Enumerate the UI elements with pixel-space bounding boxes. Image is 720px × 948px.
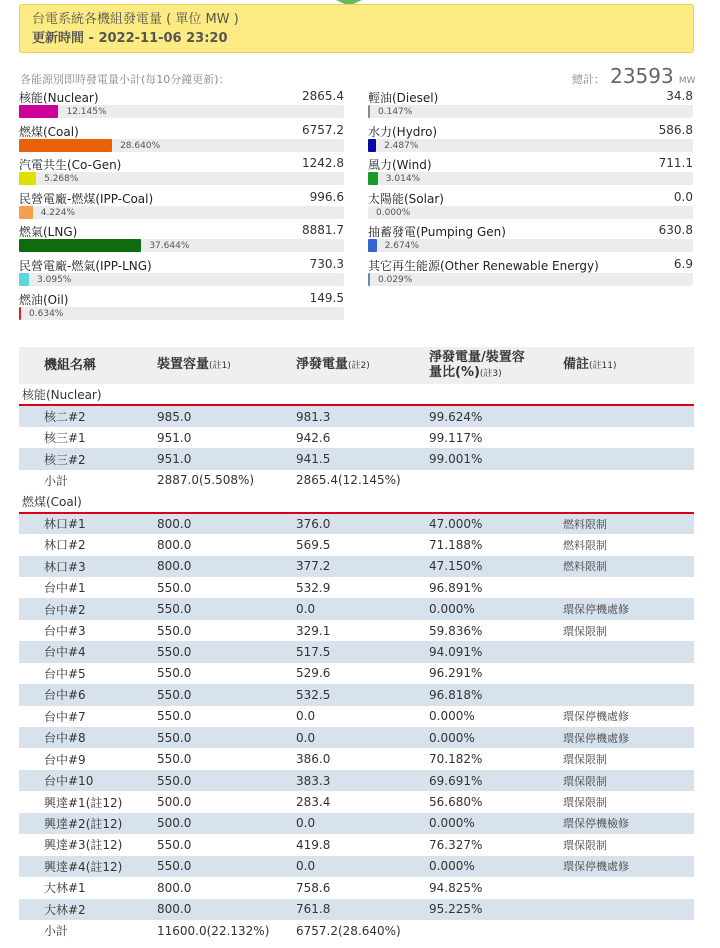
col-header-net: 淨發電量(註2) bbox=[296, 347, 429, 384]
unit-name-cell: 台中#10 bbox=[19, 770, 157, 791]
unit-name-cell: 林口#2 bbox=[44, 538, 86, 553]
energy-source-name: 風力(Wind) bbox=[368, 158, 432, 173]
ratio-cell: 56.680% bbox=[429, 795, 483, 810]
energy-source-item bbox=[368, 190, 693, 224]
table-row bbox=[19, 556, 694, 577]
energy-source-name: 水力(Hydro) bbox=[368, 124, 438, 139]
energy-source-name: 燃氣(LNG) bbox=[19, 225, 78, 240]
ratio-cell: 47.150% bbox=[429, 556, 563, 577]
net-output-cell: 758.6 bbox=[296, 880, 331, 895]
net-output-cell: 419.8 bbox=[296, 837, 331, 852]
capacity-cell: 985.0 bbox=[157, 405, 296, 426]
energy-share-track bbox=[19, 172, 344, 185]
ratio-cell: 99.117% bbox=[429, 430, 483, 445]
energy-source-name: 太陽能(Solar) bbox=[368, 191, 444, 206]
update-time: 更新時間 - 2022-11-06 23:20 bbox=[32, 31, 228, 46]
remark-cell bbox=[563, 663, 694, 684]
energy-source-item bbox=[19, 89, 344, 123]
table-row bbox=[19, 534, 694, 555]
capacity-cell: 951.0 bbox=[157, 448, 296, 469]
unit-name-cell: 大林#1 bbox=[44, 881, 86, 896]
table-row bbox=[19, 470, 694, 491]
remark-cell bbox=[563, 920, 694, 941]
remark-cell: 環保停機處修 bbox=[563, 856, 694, 877]
remark-cell: 環保限制 bbox=[563, 624, 607, 638]
table-row bbox=[19, 684, 694, 705]
ratio-cell: 71.188% bbox=[429, 537, 483, 552]
remark-cell: 環保限制 bbox=[563, 770, 694, 791]
energy-source-value: 711.1 bbox=[658, 156, 693, 171]
capacity-cell: 11600.0(22.132%) bbox=[157, 923, 270, 938]
remark-cell bbox=[563, 448, 694, 469]
energy-share-track bbox=[368, 172, 693, 185]
energy-source-value: 586.8 bbox=[658, 122, 693, 137]
energy-source-list-left bbox=[19, 89, 344, 324]
remark-cell: 環保停機處修 bbox=[563, 598, 694, 619]
energy-source-item bbox=[19, 123, 344, 157]
energy-source-item bbox=[19, 223, 344, 257]
ratio-cell: 69.691% bbox=[429, 770, 563, 791]
net-output-cell: 383.3 bbox=[296, 770, 429, 791]
capacity-cell: 550.0 bbox=[157, 856, 296, 877]
energy-share-track bbox=[368, 206, 693, 219]
unit-name-cell: 興達#3(註12) bbox=[44, 838, 123, 853]
energy-source-name: 其它再生能源(Other Renewable Energy) bbox=[368, 258, 599, 273]
unit-name-cell: 興達#2(註12) bbox=[19, 813, 157, 834]
unit-name-cell: 林口#3 bbox=[19, 556, 157, 577]
col-header-capacity: 裝置容量(註1) bbox=[157, 347, 296, 384]
net-output-cell: 0.0 bbox=[296, 727, 429, 748]
ratio-cell: 96.291% bbox=[429, 666, 483, 681]
col-header-remark: 備註(註11) bbox=[563, 347, 694, 384]
ratio-cell: 0.000% bbox=[429, 598, 563, 619]
unit-name-cell: 台中#3 bbox=[44, 624, 86, 639]
table-row bbox=[19, 856, 694, 877]
energy-source-value: 149.5 bbox=[309, 290, 344, 305]
net-output-cell: 283.4 bbox=[296, 795, 331, 810]
energy-source-item bbox=[368, 156, 693, 190]
summary-label: 各能源別即時發電量小計(每10分鐘更新)： bbox=[20, 73, 230, 86]
energy-source-item bbox=[19, 190, 344, 224]
energy-source-value: 630.8 bbox=[658, 223, 693, 238]
remark-cell bbox=[563, 641, 694, 662]
total-value: 23593 bbox=[610, 64, 674, 88]
ratio-cell bbox=[429, 920, 563, 941]
remark-cell: 環保限制 bbox=[563, 838, 607, 852]
capacity-cell: 800.0 bbox=[157, 537, 192, 552]
net-output-cell: 981.3 bbox=[296, 405, 429, 426]
generator-unit-table bbox=[19, 347, 694, 941]
energy-source-value: 1242.8 bbox=[302, 156, 344, 171]
net-output-cell: 529.6 bbox=[296, 666, 331, 681]
unit-name-cell: 台中#7 bbox=[44, 709, 86, 724]
energy-source-value: 6757.2 bbox=[302, 122, 344, 137]
table-row bbox=[19, 620, 694, 641]
energy-source-value: 996.6 bbox=[309, 189, 344, 204]
energy-share-bar bbox=[19, 139, 112, 152]
energy-share-percent: 37.644% bbox=[149, 241, 190, 252]
capacity-cell: 800.0 bbox=[157, 513, 296, 534]
energy-source-value: 2865.4 bbox=[302, 89, 344, 103]
header-banner bbox=[19, 4, 694, 53]
table-row bbox=[19, 706, 694, 727]
energy-share-track bbox=[19, 206, 344, 219]
net-output-cell: 0.0 bbox=[296, 709, 316, 724]
ratio-cell: 94.091% bbox=[429, 641, 563, 662]
energy-source-value: 730.3 bbox=[309, 256, 344, 271]
energy-share-track bbox=[368, 105, 693, 118]
energy-source-value: 8881.7 bbox=[302, 223, 344, 238]
energy-source-value: 6.9 bbox=[673, 256, 693, 271]
capacity-cell: 800.0 bbox=[157, 880, 192, 895]
remark-cell bbox=[563, 684, 694, 705]
ratio-cell: 96.891% bbox=[429, 580, 483, 595]
table-row bbox=[19, 791, 694, 812]
energy-source-name: 燃煤(Coal) bbox=[19, 124, 79, 139]
energy-share-track bbox=[19, 273, 344, 286]
energy-share-track bbox=[19, 239, 344, 252]
remark-cell: 環保停機處修 bbox=[563, 727, 694, 748]
net-output-cell: 376.0 bbox=[296, 513, 429, 534]
energy-share-percent: 12.145% bbox=[66, 107, 107, 117]
unit-name-cell: 核二#2 bbox=[19, 405, 157, 426]
energy-share-bar bbox=[368, 172, 378, 185]
remark-cell: 環保限制 bbox=[563, 753, 607, 767]
unit-name-cell: 小計 bbox=[44, 473, 69, 488]
remark-cell: 環保限制 bbox=[563, 796, 607, 810]
table-row bbox=[19, 834, 694, 855]
unit-name-cell: 台中#5 bbox=[44, 666, 86, 681]
table-row bbox=[19, 663, 694, 684]
total-readout bbox=[572, 64, 694, 88]
ratio-cell: 59.836% bbox=[429, 623, 483, 638]
remark-cell bbox=[563, 899, 694, 920]
energy-source-list-right bbox=[368, 89, 693, 291]
energy-share-track bbox=[368, 239, 693, 252]
energy-share-bar bbox=[368, 139, 376, 152]
group-header-label: 核能(Nuclear) bbox=[19, 384, 694, 405]
capacity-cell: 550.0 bbox=[157, 623, 192, 638]
remark-cell: 燃料限制 bbox=[563, 538, 607, 552]
net-output-cell: 532.9 bbox=[296, 580, 331, 595]
table-row bbox=[19, 598, 694, 619]
ratio-cell: 95.225% bbox=[429, 899, 563, 920]
energy-source-item bbox=[19, 291, 344, 325]
table-row bbox=[19, 877, 694, 898]
net-output-cell: 517.5 bbox=[296, 641, 429, 662]
remark-cell: 環保停機檢修 bbox=[563, 813, 694, 834]
net-output-cell: 0.0 bbox=[296, 856, 429, 877]
ratio-cell bbox=[429, 470, 563, 491]
energy-source-name: 民營電廠-燃煤(IPP-Coal) bbox=[19, 191, 154, 206]
energy-share-track bbox=[368, 273, 693, 286]
energy-source-value: 34.8 bbox=[666, 89, 693, 103]
capacity-cell: 951.0 bbox=[157, 430, 192, 445]
unit-name-cell: 興達#1(註12) bbox=[44, 795, 123, 810]
remark-cell: 燃料限制 bbox=[563, 556, 694, 577]
unit-name-cell: 台中#4 bbox=[19, 641, 157, 662]
net-output-cell: 942.6 bbox=[296, 430, 331, 445]
ratio-cell: 0.000% bbox=[429, 709, 475, 724]
col-header-name: 機組名稱 bbox=[19, 347, 157, 384]
energy-share-percent: 0.000% bbox=[376, 207, 411, 218]
unit-name-cell: 台中#8 bbox=[19, 727, 157, 748]
group-header-row bbox=[19, 491, 694, 512]
remark-cell bbox=[563, 877, 694, 898]
energy-source-name: 民營電廠-燃氣(IPP-LNG) bbox=[19, 258, 152, 273]
table-row bbox=[19, 513, 694, 534]
capacity-cell: 550.0 bbox=[157, 770, 296, 791]
remark-cell bbox=[563, 577, 694, 598]
energy-share-percent: 2.487% bbox=[384, 140, 419, 151]
energy-share-bar bbox=[368, 273, 370, 286]
ratio-cell: 94.825% bbox=[429, 880, 483, 895]
capacity-cell: 550.0 bbox=[157, 580, 192, 595]
ratio-cell: 0.000% bbox=[429, 856, 563, 877]
ratio-cell: 47.000% bbox=[429, 513, 563, 534]
energy-share-bar bbox=[19, 307, 21, 320]
net-output-cell: 941.5 bbox=[296, 448, 429, 469]
remark-cell bbox=[563, 427, 694, 448]
table-header-row bbox=[19, 347, 694, 384]
col-header-ratio: 淨發電量/裝置容 量比(%)(註3) bbox=[429, 347, 563, 384]
capacity-cell: 550.0 bbox=[157, 598, 296, 619]
net-output-cell: 532.5 bbox=[296, 684, 429, 705]
energy-source-item bbox=[368, 257, 693, 291]
energy-share-bar bbox=[19, 105, 58, 118]
energy-share-percent: 28.640% bbox=[120, 140, 161, 151]
unit-name-cell: 大林#2 bbox=[19, 899, 157, 920]
energy-source-name: 抽蓄發電(Pumping Gen) bbox=[368, 225, 506, 240]
unit-name-cell: 台中#9 bbox=[44, 752, 86, 767]
capacity-cell: 500.0 bbox=[157, 795, 192, 810]
unit-name-cell: 台中#1 bbox=[44, 581, 86, 596]
energy-share-percent: 2.674% bbox=[384, 241, 420, 252]
ratio-cell: 99.624% bbox=[429, 405, 563, 426]
group-header-label: 燃煤(Coal) bbox=[19, 491, 694, 512]
energy-source-item bbox=[368, 89, 693, 123]
capacity-cell: 550.0 bbox=[157, 666, 192, 681]
energy-share-percent: 4.224% bbox=[40, 207, 76, 218]
net-output-cell: 569.5 bbox=[296, 537, 331, 552]
energy-share-percent: 0.634% bbox=[29, 308, 64, 319]
energy-share-percent: 0.147% bbox=[378, 107, 413, 117]
table-row bbox=[19, 577, 694, 598]
energy-source-item bbox=[19, 257, 344, 291]
ratio-cell: 0.000% bbox=[429, 813, 563, 834]
energy-share-percent: 0.029% bbox=[378, 274, 413, 285]
capacity-cell: 2887.0(5.508%) bbox=[157, 473, 255, 488]
energy-share-bar bbox=[19, 206, 33, 219]
net-output-cell: 377.2 bbox=[296, 556, 429, 577]
unit-name-cell: 台中#2 bbox=[19, 598, 157, 619]
remark-cell: 燃料限制 bbox=[563, 513, 694, 534]
ratio-cell: 96.818% bbox=[429, 684, 563, 705]
net-output-cell: 0.0 bbox=[296, 813, 429, 834]
energy-share-percent: 3.014% bbox=[385, 174, 421, 185]
energy-share-track bbox=[19, 139, 344, 152]
table-row bbox=[19, 813, 694, 834]
table-row bbox=[19, 405, 694, 426]
capacity-cell: 800.0 bbox=[157, 899, 296, 920]
table-row bbox=[19, 899, 694, 920]
net-output-cell: 0.0 bbox=[296, 598, 429, 619]
group-header-row bbox=[19, 384, 694, 405]
unit-name-cell: 林口#1 bbox=[19, 513, 157, 534]
capacity-cell: 550.0 bbox=[157, 727, 296, 748]
unit-name-cell: 興達#4(註12) bbox=[19, 856, 157, 877]
energy-source-name: 輕油(Diesel) bbox=[368, 91, 439, 105]
capacity-cell: 550.0 bbox=[157, 684, 296, 705]
remark-cell bbox=[563, 470, 694, 491]
energy-share-percent: 3.095% bbox=[37, 274, 72, 285]
energy-share-track bbox=[19, 105, 344, 118]
net-output-cell: 2865.4(12.145%) bbox=[296, 473, 401, 488]
net-output-cell: 386.0 bbox=[296, 752, 331, 767]
capacity-cell: 550.0 bbox=[157, 752, 192, 767]
capacity-cell: 550.0 bbox=[157, 709, 192, 724]
energy-source-item bbox=[19, 156, 344, 190]
energy-share-bar bbox=[368, 239, 377, 252]
capacity-cell: 550.0 bbox=[157, 837, 192, 852]
unit-name-cell: 台中#6 bbox=[19, 684, 157, 705]
table-row bbox=[19, 770, 694, 791]
net-output-cell: 329.1 bbox=[296, 623, 331, 638]
unit-name-cell: 小計 bbox=[44, 924, 69, 939]
energy-source-name: 汽電共生(Co-Gen) bbox=[19, 158, 122, 173]
capacity-cell: 550.0 bbox=[157, 641, 296, 662]
remark-cell: 環保停機處修 bbox=[563, 710, 629, 724]
energy-share-bar bbox=[19, 273, 29, 286]
table-row bbox=[19, 748, 694, 769]
energy-share-percent: 5.268% bbox=[44, 174, 79, 185]
unit-name-cell: 核三#2 bbox=[19, 448, 157, 469]
total-unit: MW bbox=[678, 76, 696, 86]
energy-source-name: 燃油(Oil) bbox=[19, 292, 69, 307]
page-title: 台電系統各機組發電量 ( 單位 MW ) bbox=[32, 12, 239, 27]
unit-name-cell: 核三#1 bbox=[44, 431, 86, 446]
energy-share-track bbox=[19, 307, 344, 320]
table-row bbox=[19, 920, 694, 941]
table-row bbox=[19, 641, 694, 662]
ratio-cell: 99.001% bbox=[429, 448, 563, 469]
capacity-cell: 800.0 bbox=[157, 556, 296, 577]
table-row bbox=[19, 727, 694, 748]
energy-share-bar bbox=[19, 239, 141, 252]
net-output-cell: 761.8 bbox=[296, 899, 429, 920]
total-label: 總計： bbox=[572, 73, 605, 86]
energy-share-track bbox=[368, 139, 693, 152]
ratio-cell: 70.182% bbox=[429, 752, 483, 767]
remark-cell bbox=[563, 405, 694, 426]
ratio-cell: 0.000% bbox=[429, 727, 563, 748]
net-output-cell: 6757.2(28.640%) bbox=[296, 923, 401, 938]
energy-share-bar bbox=[19, 172, 36, 185]
table-row bbox=[19, 448, 694, 469]
ratio-cell: 76.327% bbox=[429, 837, 483, 852]
capacity-cell: 500.0 bbox=[157, 813, 296, 834]
energy-source-item bbox=[368, 123, 693, 157]
energy-share-bar bbox=[368, 105, 370, 118]
table-row bbox=[19, 427, 694, 448]
energy-source-name: 核能(Nuclear) bbox=[19, 91, 99, 105]
energy-source-value: 0.0 bbox=[673, 189, 693, 204]
energy-source-item bbox=[368, 223, 693, 257]
